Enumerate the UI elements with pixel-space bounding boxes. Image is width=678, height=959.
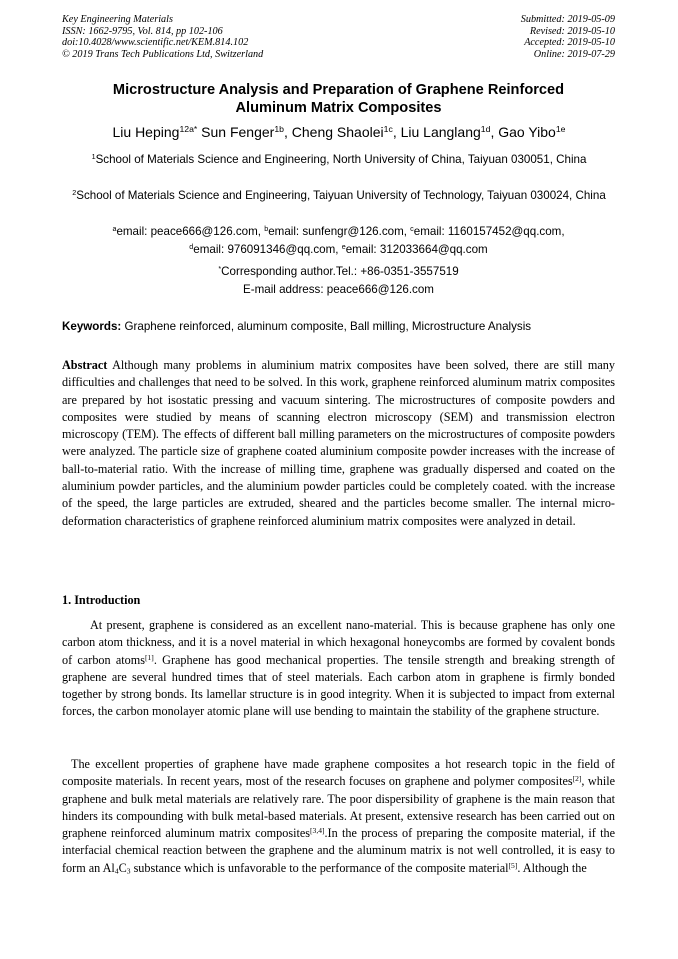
paragraph-text: , while graphene and bulk metal materials are relatively rare. The poor dispersibility of graphene is the main reason that hinders its compounding with bulk metal-based materials. At present, extensive research has been carried out on graphene reinforced aluminum matrix composites xyxy=(62,774,615,841)
affiliation-mark: 2 xyxy=(72,188,77,198)
keywords-text: Graphene reinforced, aluminum composite, Ball milling, Microstructure Analysis xyxy=(121,320,532,333)
doi: doi:10.4028/www.scientific.net/KEM.814.102 xyxy=(62,37,249,49)
corresponding-mark: * xyxy=(218,264,222,274)
formula-subscript: 3 xyxy=(126,866,131,876)
section-heading-introduction: 1. Introduction xyxy=(62,593,141,607)
affiliation-1 xyxy=(70,151,608,169)
email-link[interactable]: email: 312033664@qq.com xyxy=(345,243,488,256)
submitted-date: Submitted: 2019-05-09 xyxy=(520,14,615,25)
paragraph-text: . Although the xyxy=(517,860,587,875)
email-link[interactable]: email: 1160157452@qq.com, xyxy=(413,225,565,238)
author-sup: 1e xyxy=(555,124,566,135)
affiliation-text: School of Materials Science and Engineering, North University of China, Taiyuan 030051, China xyxy=(95,153,587,166)
author-sep: , xyxy=(284,124,292,140)
journal-info xyxy=(62,14,263,60)
author-sup: 12a* xyxy=(179,124,198,135)
affiliation-mark: 1 xyxy=(91,152,96,162)
citation[interactable]: [1] xyxy=(145,652,154,662)
corresponding-email[interactable]: E-mail address: peace666@126.com xyxy=(243,283,434,296)
accepted-date: Accepted: 2019-05-10 xyxy=(524,37,615,49)
paragraph-text: The excellent properties of graphene have made graphene composites a hot research topic in the field of composite materials. In recent years, most of the research focuses on graphene and polymer composites xyxy=(62,757,615,789)
author-name: Liu Langlang xyxy=(400,124,481,140)
author-sup: 1c xyxy=(383,124,393,135)
corresponding-text: Corresponding author.Tel.: +86-0351-3557519 xyxy=(221,265,459,278)
title-line-2: Aluminum Matrix Composites xyxy=(235,100,442,116)
author-sup: 1d xyxy=(480,124,491,135)
author-sup: 1b xyxy=(274,124,284,135)
journal-name: Key Engineering Materials xyxy=(62,14,173,25)
email-mark: c xyxy=(410,224,414,234)
citation[interactable]: [2] xyxy=(572,774,582,784)
formula-subscript: 4 xyxy=(114,866,119,876)
issn: ISSN: 1662-9795, Vol. 814, pp 102-106 xyxy=(62,25,223,37)
introduction-paragraph-1 xyxy=(62,617,615,721)
keywords-label: Keywords: xyxy=(62,320,122,333)
abstract-label: Abstract xyxy=(62,358,108,372)
paragraph-text: .In the process of preparing the composite material, if the interfacial chemical reaction between the graphene and the aluminum matrix is not well controlled, it is easy to form an Al xyxy=(62,826,616,875)
abstract xyxy=(62,357,615,530)
author-sep: , xyxy=(392,124,401,140)
paragraph-text: At present, graphene is considered as an excellent nano-material. This is because graphene has only one carbon atom thickness, and it is a novel material in which hexagonal honeycombs are formed by covalent bonds of carbon atoms xyxy=(62,618,615,667)
corresponding-tel xyxy=(62,263,615,281)
title-line-1: Microstructure Analysis and Preparation of Graphene Reinforced xyxy=(112,82,565,98)
author-list xyxy=(50,123,628,141)
corresponding-author xyxy=(62,263,615,299)
affiliation-2 xyxy=(70,187,608,205)
revised-date: Revised: 2019-05-10 xyxy=(529,25,615,37)
email-mark: b xyxy=(264,224,269,234)
email-mark: e xyxy=(341,242,346,252)
email-line-2 xyxy=(62,241,615,259)
online-date: Online: 2019-07-29 xyxy=(533,48,615,60)
citation[interactable]: [3,4] xyxy=(310,826,325,836)
copyright: © 2019 Trans Tech Publications Ltd, Switzerland xyxy=(62,48,264,60)
email-mark: d xyxy=(189,242,194,252)
email-link[interactable]: email: peace666@126.com, xyxy=(116,225,265,238)
keywords xyxy=(62,318,615,336)
author-name: Sun Fenger xyxy=(201,124,275,140)
affiliation-text: School of Materials Science and Engineering, Taiyuan University of Technology, Taiyuan 030024, China xyxy=(76,189,606,202)
paragraph-text: . Graphene has good mechanical properties. The tensile strength and breaking strength of graphene are several hundred times that of steel materials. Each carbon atom in graphene is firmly bonded together by strong bonds. Its lamellar structure is in good integrity. When it is subjected to impact from external forces, the carbon monolayer atomic plane will use bending to maintain the stability of the graphene structure. xyxy=(62,652,615,719)
publication-dates xyxy=(521,14,615,60)
author-name: Liu Heping xyxy=(112,124,180,140)
author-emails xyxy=(62,223,615,259)
author-sep: , xyxy=(490,124,499,140)
citation[interactable]: [5] xyxy=(508,860,518,870)
author-name: Cheng Shaolei xyxy=(291,124,384,140)
paragraph-text: substance which is unfavorable to the performance of the composite material xyxy=(130,860,509,875)
email-line-1 xyxy=(62,223,615,241)
email-link[interactable]: email: 976091346@qq.com, xyxy=(193,243,342,256)
email-link[interactable]: email: sunfengr@126.com, xyxy=(268,225,411,238)
email-mark: a xyxy=(112,224,117,234)
paper-title xyxy=(62,81,615,117)
introduction-paragraph-2 xyxy=(62,756,615,877)
abstract-text: Although many problems in aluminium matrix composites have been solved, there are still many difficulties and challenges that need to be solved. In this work, graphene reinforced aluminum matrix composites are prepared by hot isostatic pressing and vacuum sintering. The microstructures of composite powders and composites were studied by means of scanning electron microscopy (SEM) and transmission electron microscopy (TEM). The effects of different ball milling parameters on the microstructures of composite powders were analyzed. The particle size of graphene coated aluminium composite powder increases with the increase of ball-to-material ratio. With the increase of milling time, graphene was gradually dispersed and coated on the aluminium powder particles, and the aluminium powder particles could be completely coated. with the increase of the speed, the large particles are extruded, sheared and the particles become smaller. The internal micro-deformation characteristics of graphene reinforced aluminium matrix composites were analyzed in detail. xyxy=(62,358,615,528)
author-name: Gao Yibo xyxy=(498,124,556,140)
paragraph-text: C xyxy=(118,860,127,875)
